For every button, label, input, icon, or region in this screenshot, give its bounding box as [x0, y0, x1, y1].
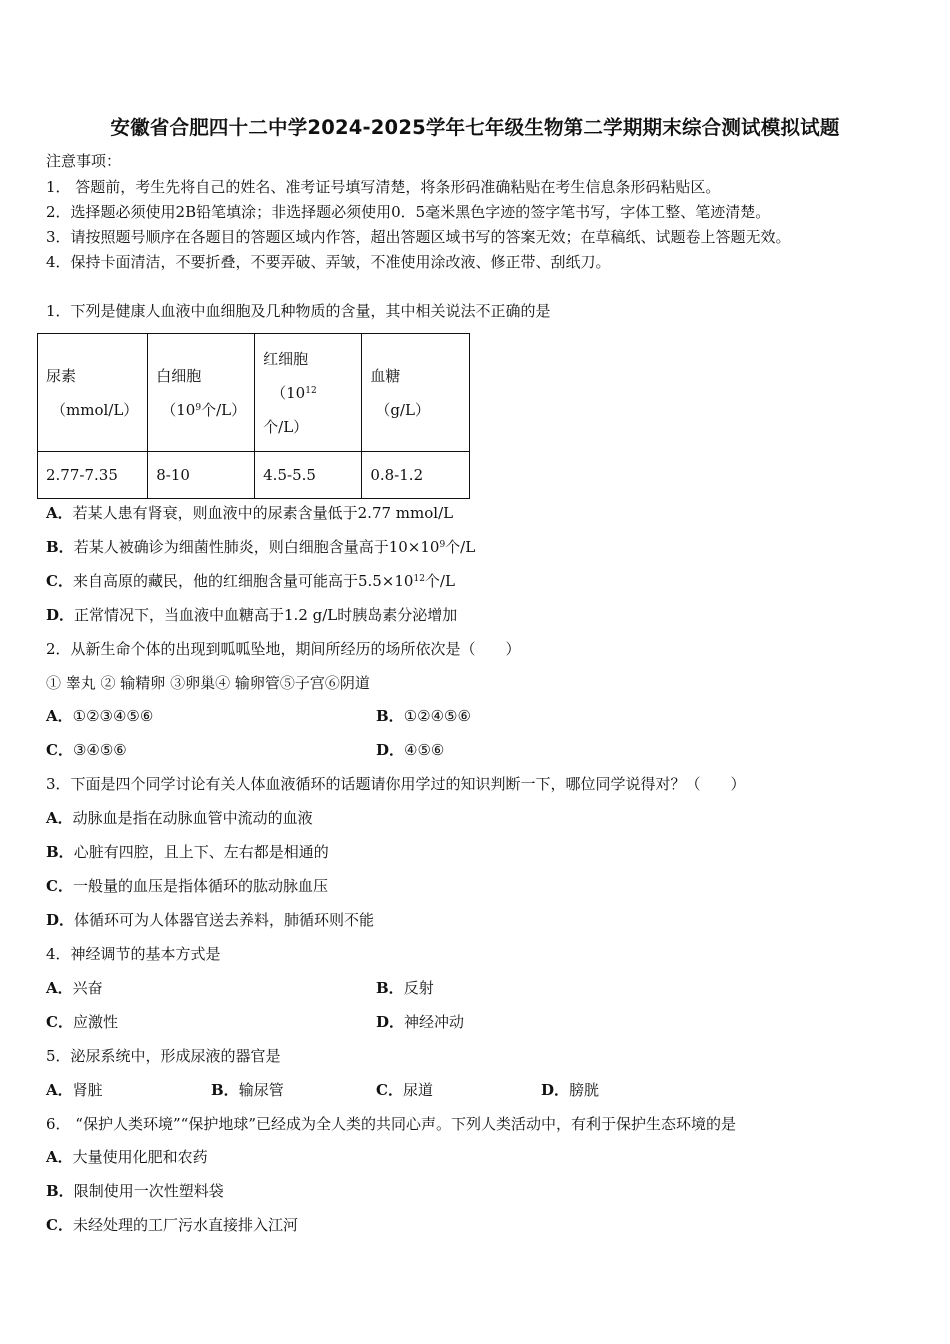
- notice-heading: 注意事项：: [46, 152, 122, 170]
- option-a: A．动脉血是指在动脉血管中流动的血液: [46, 809, 313, 827]
- table-header-row: [38, 334, 470, 452]
- table-header-cell: 血糖 （g/L）: [362, 334, 470, 452]
- option-c: C．未经处理的工厂污水直接排入江河: [46, 1216, 298, 1234]
- question-stem: 6． “保护人类环境”“保护地球”已经成为全人类的共同心声。下列人类活动中，有利于保护生态环境的是: [46, 1115, 736, 1133]
- option-c: C．来自高原的藏民，他的红细胞含量可能高于$5.5\times 10^{12}$个/L: [46, 572, 455, 590]
- option-d: D．膀胱: [541, 1081, 600, 1099]
- notice-item-4: 4．保持卡面清洁，不要折叠，不要弄破、弄皱，不准使用涂改液、修正带、刮纸刀。: [46, 253, 611, 271]
- table-header-cell: 红细胞 （$10^{12}$ 个/L）: [255, 334, 362, 452]
- option-a: A．大量使用化肥和农药: [46, 1148, 208, 1166]
- option-d: D．④⑤⑥: [376, 741, 445, 759]
- question-stem: 5．泌尿系统中，形成尿液的器官是: [46, 1047, 281, 1065]
- table-row: [38, 452, 470, 499]
- option-b: B．限制使用一次性塑料袋: [46, 1182, 224, 1200]
- exam-title: 安徽省合肥四十二中学2024-2025学年七年级生物第二学期期末综合测试模拟试题: [110, 116, 840, 139]
- table-header-cell: 尿素 （mmol/L）: [38, 334, 148, 452]
- option-b: B．①②④⑤⑥: [376, 707, 471, 725]
- option-list: ① 睾丸 ② 输精卵 ③卵巢④ 输卵管⑤子宫⑥阴道: [46, 674, 370, 692]
- option-b: B．反射: [376, 979, 434, 997]
- table-cell: 2.77-7.35: [38, 452, 148, 499]
- option-b: B．若某人被确诊为细菌性肺炎，则白细胞含量高于$10\times 10^9$个/L: [46, 538, 476, 556]
- option-b: B．输尿管: [211, 1081, 284, 1099]
- option-d: D．体循环可为人体器官送去养料，肺循环则不能: [46, 911, 375, 929]
- option-a: A．兴奋: [46, 979, 103, 997]
- option-d: D．正常情况下，当血液中血糖高于1.2 g/L时胰岛素分泌增加: [46, 606, 458, 624]
- question-stem: 1．下列是健康人血液中血细胞及几种物质的含量，其中相关说法不正确的是: [46, 302, 551, 320]
- table-cell: 8-10: [148, 452, 255, 499]
- question-stem: 2．从新生命个体的出现到呱呱坠地，期间所经历的场所依次是（ ）: [46, 640, 521, 658]
- notice-item-2: 2．选择题必须使用2B铅笔填涂；非选择题必须使用0．5毫米黑色字迹的签字笔书写，字体工整、笔迹清楚。: [46, 203, 771, 221]
- option-c: C．③④⑤⑥: [46, 741, 127, 759]
- option-d: D．神经冲动: [376, 1013, 465, 1031]
- option-a: A．①②③④⑤⑥: [46, 707, 154, 725]
- notice-item-3: 3．请按照题号顺序在各题目的答题区域内作答，超出答题区域书写的答案无效；在草稿纸、试题卷上答题无效。: [46, 228, 791, 246]
- blood-data-table: [37, 333, 470, 499]
- option-b: B．心脏有四腔，且上下、左右都是相通的: [46, 843, 329, 861]
- table-cell: 4.5-5.5: [255, 452, 362, 499]
- table-header-cell: 白细胞 （$10^9$个/L）: [148, 334, 255, 452]
- option-a: A．肾脏: [46, 1081, 103, 1099]
- question-stem: 4．神经调节的基本方式是: [46, 945, 221, 963]
- option-c: C．一般量的血压是指体循环的肱动脉血压: [46, 877, 328, 895]
- question-stem: 3．下面是四个同学讨论有关人体血液循环的话题请你用学过的知识判断一下，哪位同学说得对？（ ）: [46, 775, 746, 793]
- option-c: C．尿道: [376, 1081, 433, 1099]
- option-c: C．应激性: [46, 1013, 118, 1031]
- notice-item-1: 1． 答题前，考生先将自己的姓名、准考证号填写清楚，将条形码准确粘贴在考生信息条形码粘贴区。: [46, 178, 721, 196]
- option-a: A．若某人患有肾衰，则血液中的尿素含量低于2.77 mmol/L: [46, 504, 454, 522]
- table-cell: 0.8-1.2: [362, 452, 470, 499]
